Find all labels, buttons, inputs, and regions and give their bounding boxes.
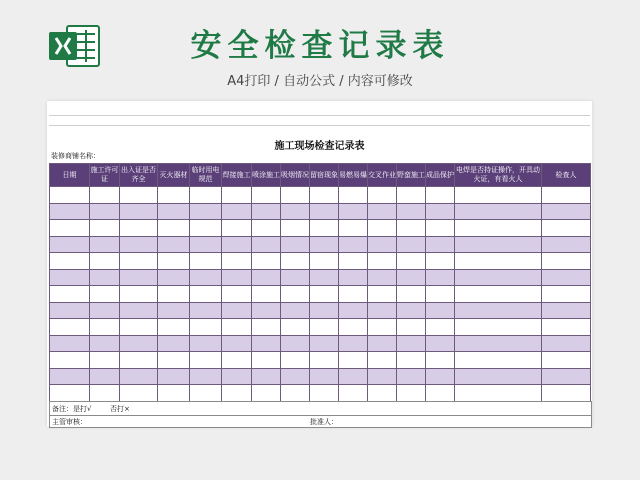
table-cell[interactable] bbox=[368, 368, 397, 385]
table-cell[interactable] bbox=[339, 187, 368, 204]
table-cell[interactable] bbox=[426, 220, 455, 237]
table-cell[interactable] bbox=[90, 302, 120, 319]
column-header: 施工许可证 bbox=[90, 164, 120, 187]
table-cell[interactable] bbox=[368, 203, 397, 220]
table-cell[interactable] bbox=[310, 368, 339, 385]
table-cell[interactable] bbox=[310, 335, 339, 352]
table-cell[interactable] bbox=[252, 368, 281, 385]
column-header: 检查人 bbox=[542, 164, 591, 187]
table-cell[interactable] bbox=[310, 203, 339, 220]
table-cell[interactable] bbox=[281, 286, 310, 303]
table-cell[interactable] bbox=[222, 220, 252, 237]
table-cell[interactable] bbox=[222, 335, 252, 352]
table-cell[interactable] bbox=[120, 220, 158, 237]
table-cell[interactable] bbox=[397, 203, 426, 220]
spreadsheet-preview bbox=[47, 101, 592, 427]
column-header: 出入证是否齐全 bbox=[120, 164, 158, 187]
table-cell[interactable] bbox=[158, 385, 190, 402]
note-no-label: 否打× bbox=[110, 405, 130, 413]
table-cell[interactable] bbox=[339, 319, 368, 336]
table-cell[interactable] bbox=[190, 319, 222, 336]
column-header: 喷涂施工 bbox=[252, 164, 281, 187]
table-row bbox=[50, 203, 591, 220]
table-cell[interactable] bbox=[281, 335, 310, 352]
table-cell[interactable] bbox=[281, 203, 310, 220]
signature-row bbox=[49, 415, 592, 428]
table-cell[interactable] bbox=[397, 187, 426, 204]
table-cell[interactable] bbox=[310, 319, 339, 336]
table-row bbox=[50, 352, 591, 369]
table-cell[interactable] bbox=[50, 187, 90, 204]
table-cell[interactable] bbox=[252, 319, 281, 336]
table-cell[interactable] bbox=[542, 335, 591, 352]
table-cell[interactable] bbox=[50, 319, 90, 336]
table-cell[interactable] bbox=[222, 286, 252, 303]
table-cell[interactable] bbox=[397, 269, 426, 286]
column-header: 日期 bbox=[50, 164, 90, 187]
table-cell[interactable] bbox=[426, 302, 455, 319]
table-cell[interactable] bbox=[158, 236, 190, 253]
table-cell[interactable] bbox=[455, 253, 542, 270]
table-cell[interactable] bbox=[222, 187, 252, 204]
table-cell[interactable] bbox=[542, 269, 591, 286]
table-cell[interactable] bbox=[50, 352, 90, 369]
table-cell[interactable] bbox=[158, 302, 190, 319]
table-cell[interactable] bbox=[158, 220, 190, 237]
table-cell[interactable] bbox=[426, 203, 455, 220]
table-cell[interactable] bbox=[542, 220, 591, 237]
column-header: 成品保护 bbox=[426, 164, 455, 187]
table-cell[interactable] bbox=[368, 335, 397, 352]
table-cell[interactable] bbox=[310, 352, 339, 369]
table-cell[interactable] bbox=[252, 187, 281, 204]
gridline bbox=[49, 115, 590, 116]
column-header: 交叉作业 bbox=[368, 164, 397, 187]
table-row bbox=[50, 286, 591, 303]
table-cell[interactable] bbox=[120, 253, 158, 270]
table-cell[interactable] bbox=[542, 352, 591, 369]
table-cell[interactable] bbox=[90, 368, 120, 385]
table-cell[interactable] bbox=[397, 385, 426, 402]
table-cell[interactable] bbox=[426, 269, 455, 286]
table-cell[interactable] bbox=[397, 368, 426, 385]
table-cell[interactable] bbox=[397, 286, 426, 303]
table-cell[interactable] bbox=[252, 286, 281, 303]
table-cell[interactable] bbox=[50, 335, 90, 352]
table-cell[interactable] bbox=[158, 352, 190, 369]
table-cell[interactable] bbox=[542, 253, 591, 270]
table-cell[interactable] bbox=[190, 302, 222, 319]
table-cell[interactable] bbox=[310, 220, 339, 237]
table-cell[interactable] bbox=[190, 368, 222, 385]
table-cell[interactable] bbox=[158, 286, 190, 303]
column-header: 易燃易爆 bbox=[339, 164, 368, 187]
table-cell[interactable] bbox=[455, 269, 542, 286]
table-cell[interactable] bbox=[252, 302, 281, 319]
sheet-title: 施工现场检查记录表 bbox=[274, 141, 365, 152]
table-cell[interactable] bbox=[120, 302, 158, 319]
table-cell[interactable] bbox=[455, 203, 542, 220]
table-cell[interactable] bbox=[426, 368, 455, 385]
table-cell[interactable] bbox=[281, 385, 310, 402]
table-header-row bbox=[50, 164, 591, 187]
page-subtitle: A4打印 / 自动公式 / 内容可修改 bbox=[227, 74, 413, 89]
table-cell[interactable] bbox=[455, 385, 542, 402]
table-cell[interactable] bbox=[426, 236, 455, 253]
table-cell[interactable] bbox=[90, 236, 120, 253]
table-cell[interactable] bbox=[339, 352, 368, 369]
table-cell[interactable] bbox=[281, 368, 310, 385]
table-cell[interactable] bbox=[90, 220, 120, 237]
table-cell[interactable] bbox=[542, 385, 591, 402]
table-row bbox=[50, 335, 591, 352]
table-cell[interactable] bbox=[542, 302, 591, 319]
table-cell[interactable] bbox=[310, 187, 339, 204]
table-cell[interactable] bbox=[158, 187, 190, 204]
column-header: 留宿现象 bbox=[310, 164, 339, 187]
table-cell[interactable] bbox=[397, 236, 426, 253]
table-cell[interactable] bbox=[368, 187, 397, 204]
table-cell[interactable] bbox=[339, 286, 368, 303]
table-cell[interactable] bbox=[455, 187, 542, 204]
table-cell[interactable] bbox=[90, 319, 120, 336]
table-cell[interactable] bbox=[90, 335, 120, 352]
table-cell[interactable] bbox=[339, 253, 368, 270]
table-cell[interactable] bbox=[90, 385, 120, 402]
column-header: 焊接施工 bbox=[222, 164, 252, 187]
table-cell[interactable] bbox=[190, 203, 222, 220]
table-cell[interactable] bbox=[252, 220, 281, 237]
table-cell[interactable] bbox=[158, 335, 190, 352]
table-cell[interactable] bbox=[190, 269, 222, 286]
table-cell[interactable] bbox=[190, 352, 222, 369]
inspection-table bbox=[49, 163, 591, 402]
table-cell[interactable] bbox=[50, 302, 90, 319]
table-cell[interactable] bbox=[310, 385, 339, 402]
table-cell[interactable] bbox=[120, 187, 158, 204]
table-row bbox=[50, 253, 591, 270]
column-header: 吸烟情况 bbox=[281, 164, 310, 187]
table-cell[interactable] bbox=[222, 269, 252, 286]
table-cell[interactable] bbox=[368, 269, 397, 286]
column-header: 临时用电规范 bbox=[190, 164, 222, 187]
table-cell[interactable] bbox=[542, 319, 591, 336]
table-cell[interactable] bbox=[222, 253, 252, 270]
table-cell[interactable] bbox=[50, 253, 90, 270]
table-cell[interactable] bbox=[281, 187, 310, 204]
table-row bbox=[50, 302, 591, 319]
table-cell[interactable] bbox=[158, 253, 190, 270]
table-cell[interactable] bbox=[50, 236, 90, 253]
table-cell[interactable] bbox=[455, 220, 542, 237]
table-cell[interactable] bbox=[397, 319, 426, 336]
table-cell[interactable] bbox=[397, 220, 426, 237]
table-cell[interactable] bbox=[252, 385, 281, 402]
table-row bbox=[50, 236, 591, 253]
table-cell[interactable] bbox=[397, 302, 426, 319]
table-cell[interactable] bbox=[252, 253, 281, 270]
table-cell[interactable] bbox=[339, 385, 368, 402]
table-cell[interactable] bbox=[90, 269, 120, 286]
table-cell[interactable] bbox=[222, 302, 252, 319]
approver-label: 批准人： bbox=[310, 418, 338, 426]
table-cell[interactable] bbox=[190, 253, 222, 270]
table-cell[interactable] bbox=[90, 286, 120, 303]
table-cell[interactable] bbox=[222, 319, 252, 336]
table-cell[interactable] bbox=[281, 269, 310, 286]
table-cell[interactable] bbox=[281, 352, 310, 369]
table-cell[interactable] bbox=[120, 236, 158, 253]
table-cell[interactable] bbox=[120, 269, 158, 286]
table-cell[interactable] bbox=[310, 236, 339, 253]
table-cell[interactable] bbox=[426, 385, 455, 402]
note-label: 备注：是打√ bbox=[52, 405, 92, 413]
table-cell[interactable] bbox=[90, 352, 120, 369]
table-cell[interactable] bbox=[252, 352, 281, 369]
table-cell[interactable] bbox=[90, 203, 120, 220]
table-cell[interactable] bbox=[158, 269, 190, 286]
table-cell[interactable] bbox=[281, 302, 310, 319]
table-cell[interactable] bbox=[50, 220, 90, 237]
table-cell[interactable] bbox=[368, 385, 397, 402]
table-cell[interactable] bbox=[222, 236, 252, 253]
table-cell[interactable] bbox=[252, 236, 281, 253]
table-cell[interactable] bbox=[455, 352, 542, 369]
table-cell[interactable] bbox=[368, 319, 397, 336]
table-row bbox=[50, 220, 591, 237]
table-row bbox=[50, 269, 591, 286]
table-cell[interactable] bbox=[281, 220, 310, 237]
table-cell[interactable] bbox=[281, 236, 310, 253]
gridline bbox=[49, 125, 590, 126]
table-cell[interactable] bbox=[455, 335, 542, 352]
table-cell[interactable] bbox=[158, 203, 190, 220]
table-cell[interactable] bbox=[426, 286, 455, 303]
decorator-name-label: 装修商铺名称： bbox=[51, 152, 100, 160]
table-cell[interactable] bbox=[252, 203, 281, 220]
excel-icon bbox=[47, 22, 101, 70]
table-cell[interactable] bbox=[222, 352, 252, 369]
table-cell[interactable] bbox=[542, 368, 591, 385]
table-cell[interactable] bbox=[368, 220, 397, 237]
table-cell[interactable] bbox=[310, 302, 339, 319]
table-cell[interactable] bbox=[190, 335, 222, 352]
table-cell[interactable] bbox=[252, 335, 281, 352]
table-cell[interactable] bbox=[310, 253, 339, 270]
table-cell[interactable] bbox=[50, 203, 90, 220]
table-cell[interactable] bbox=[426, 253, 455, 270]
table-cell[interactable] bbox=[455, 236, 542, 253]
table-cell[interactable] bbox=[50, 385, 90, 402]
table-cell[interactable] bbox=[339, 335, 368, 352]
table-cell[interactable] bbox=[190, 187, 222, 204]
supervisor-label: 主管审核： bbox=[52, 418, 87, 426]
note-row bbox=[49, 401, 592, 416]
table-cell[interactable] bbox=[222, 368, 252, 385]
page-title: 安全检查记录表 bbox=[190, 28, 450, 64]
table-cell[interactable] bbox=[252, 269, 281, 286]
table-cell[interactable] bbox=[426, 335, 455, 352]
table-cell[interactable] bbox=[397, 335, 426, 352]
table-row bbox=[50, 319, 591, 336]
table-cell[interactable] bbox=[455, 302, 542, 319]
table-cell[interactable] bbox=[158, 319, 190, 336]
table-cell[interactable] bbox=[222, 203, 252, 220]
table-cell[interactable] bbox=[339, 203, 368, 220]
table-cell[interactable] bbox=[158, 368, 190, 385]
column-header: 电焊是否持证操作，开具动火证，有看火人 bbox=[455, 164, 542, 187]
table-cell[interactable] bbox=[339, 302, 368, 319]
table-row bbox=[50, 187, 591, 204]
table-cell[interactable] bbox=[339, 269, 368, 286]
table-cell[interactable] bbox=[90, 187, 120, 204]
table-cell[interactable] bbox=[426, 187, 455, 204]
table-cell[interactable] bbox=[190, 385, 222, 402]
table-cell[interactable] bbox=[190, 220, 222, 237]
table-cell[interactable] bbox=[120, 286, 158, 303]
table-row bbox=[50, 368, 591, 385]
table-cell[interactable] bbox=[426, 319, 455, 336]
table-cell[interactable] bbox=[120, 319, 158, 336]
table-cell[interactable] bbox=[542, 236, 591, 253]
table-cell[interactable] bbox=[120, 368, 158, 385]
table-cell[interactable] bbox=[455, 319, 542, 336]
table-cell[interactable] bbox=[120, 385, 158, 402]
table-cell[interactable] bbox=[281, 319, 310, 336]
table-cell[interactable] bbox=[50, 286, 90, 303]
table-cell[interactable] bbox=[190, 286, 222, 303]
table-cell[interactable] bbox=[542, 286, 591, 303]
table-cell[interactable] bbox=[339, 220, 368, 237]
table-cell[interactable] bbox=[397, 352, 426, 369]
table-cell[interactable] bbox=[222, 385, 252, 402]
column-header: 灭火器材 bbox=[158, 164, 190, 187]
table-cell[interactable] bbox=[368, 302, 397, 319]
table-cell[interactable] bbox=[120, 335, 158, 352]
table-cell[interactable] bbox=[368, 286, 397, 303]
table-cell[interactable] bbox=[339, 236, 368, 253]
table-cell[interactable] bbox=[120, 352, 158, 369]
table-cell[interactable] bbox=[310, 269, 339, 286]
column-header: 野蛮施工 bbox=[397, 164, 426, 187]
table-cell[interactable] bbox=[50, 269, 90, 286]
table-cell[interactable] bbox=[368, 352, 397, 369]
table-cell[interactable] bbox=[120, 203, 158, 220]
table-cell[interactable] bbox=[50, 368, 90, 385]
table-cell[interactable] bbox=[426, 352, 455, 369]
banner bbox=[0, 0, 640, 96]
table-cell[interactable] bbox=[190, 236, 222, 253]
table-row bbox=[50, 385, 591, 402]
table-cell[interactable] bbox=[281, 253, 310, 270]
table-cell[interactable] bbox=[542, 187, 591, 204]
table-cell[interactable] bbox=[368, 236, 397, 253]
table-cell[interactable] bbox=[397, 253, 426, 270]
table-cell[interactable] bbox=[368, 253, 397, 270]
table-cell[interactable] bbox=[455, 286, 542, 303]
table-cell[interactable] bbox=[455, 368, 542, 385]
table-cell[interactable] bbox=[542, 203, 591, 220]
table-cell[interactable] bbox=[339, 368, 368, 385]
table-cell[interactable] bbox=[310, 286, 339, 303]
table-cell[interactable] bbox=[90, 253, 120, 270]
